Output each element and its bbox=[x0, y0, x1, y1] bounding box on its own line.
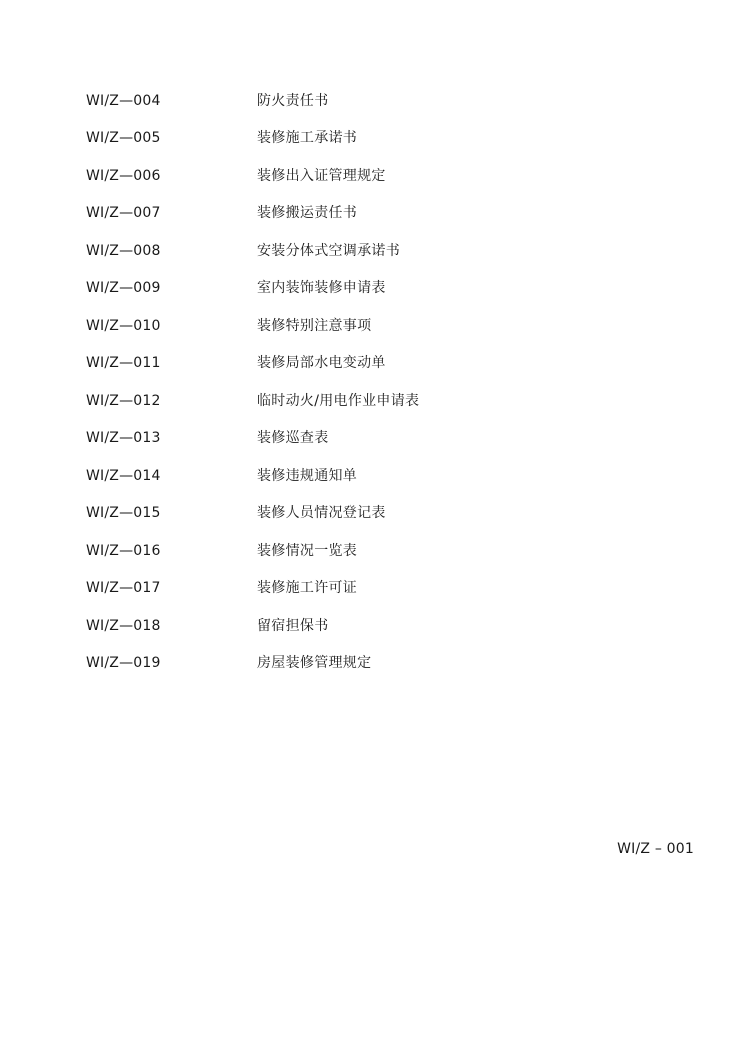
document-title: 装修出入证管理规定 bbox=[257, 167, 386, 184]
document-title: 留宿担保书 bbox=[257, 617, 329, 634]
list-item bbox=[86, 420, 419, 458]
list-item bbox=[86, 345, 419, 383]
document-title: 装修局部水电变动单 bbox=[257, 355, 386, 372]
document-title: 装修违规通知单 bbox=[257, 467, 358, 484]
list-item bbox=[86, 157, 419, 195]
document-code: WI/Z—015 bbox=[86, 505, 161, 522]
list-item bbox=[86, 532, 419, 570]
document-code: WI/Z—016 bbox=[86, 542, 161, 559]
document-code: WI/Z—009 bbox=[86, 280, 161, 297]
document-code: WI/Z—010 bbox=[86, 317, 161, 334]
list-item bbox=[86, 645, 419, 683]
document-title: 装修巡查表 bbox=[257, 430, 329, 447]
list-item bbox=[86, 307, 419, 345]
document-title: 临时动火/用电作业申请表 bbox=[257, 392, 420, 409]
document-title: 室内装饰装修申请表 bbox=[257, 280, 386, 297]
document-title: 装修施工承诺书 bbox=[257, 130, 358, 147]
document-code: WI/Z—007 bbox=[86, 205, 161, 222]
document-code: WI/Z—006 bbox=[86, 167, 161, 184]
list-item bbox=[86, 195, 419, 233]
list-item bbox=[86, 270, 419, 308]
document-code: WI/Z—019 bbox=[86, 655, 161, 672]
document-code: WI/Z—018 bbox=[86, 617, 161, 634]
document-title: 装修特别注意事项 bbox=[257, 317, 372, 334]
list-item bbox=[86, 232, 419, 270]
document-code: WI/Z—008 bbox=[86, 242, 161, 259]
list-item bbox=[86, 457, 419, 495]
document-code: WI/Z—014 bbox=[86, 467, 161, 484]
document-title: 装修情况一览表 bbox=[257, 542, 358, 559]
document-title: 装修施工许可证 bbox=[257, 580, 358, 597]
document-code: WI/Z—011 bbox=[86, 355, 161, 372]
document-code: WI/Z—013 bbox=[86, 430, 161, 447]
document-code: WI/Z—004 bbox=[86, 92, 161, 109]
list-item bbox=[86, 607, 419, 645]
document-title: 装修搬运责任书 bbox=[257, 205, 358, 222]
document-code: WI/Z—017 bbox=[86, 580, 161, 597]
document-title: 装修人员情况登记表 bbox=[257, 505, 386, 522]
document-index-list bbox=[86, 82, 419, 682]
list-item bbox=[86, 570, 419, 608]
document-code: WI/Z—012 bbox=[86, 392, 161, 409]
list-item bbox=[86, 495, 419, 533]
list-item bbox=[86, 382, 419, 420]
document-title: 安装分体式空调承诺书 bbox=[257, 242, 400, 259]
footer-page-code: WI/Z – 001 bbox=[617, 841, 694, 857]
list-item bbox=[86, 82, 419, 120]
document-title: 房屋装修管理规定 bbox=[257, 655, 372, 672]
document-code: WI/Z—005 bbox=[86, 130, 161, 147]
document-title: 防火责任书 bbox=[257, 92, 329, 109]
list-item bbox=[86, 120, 419, 158]
